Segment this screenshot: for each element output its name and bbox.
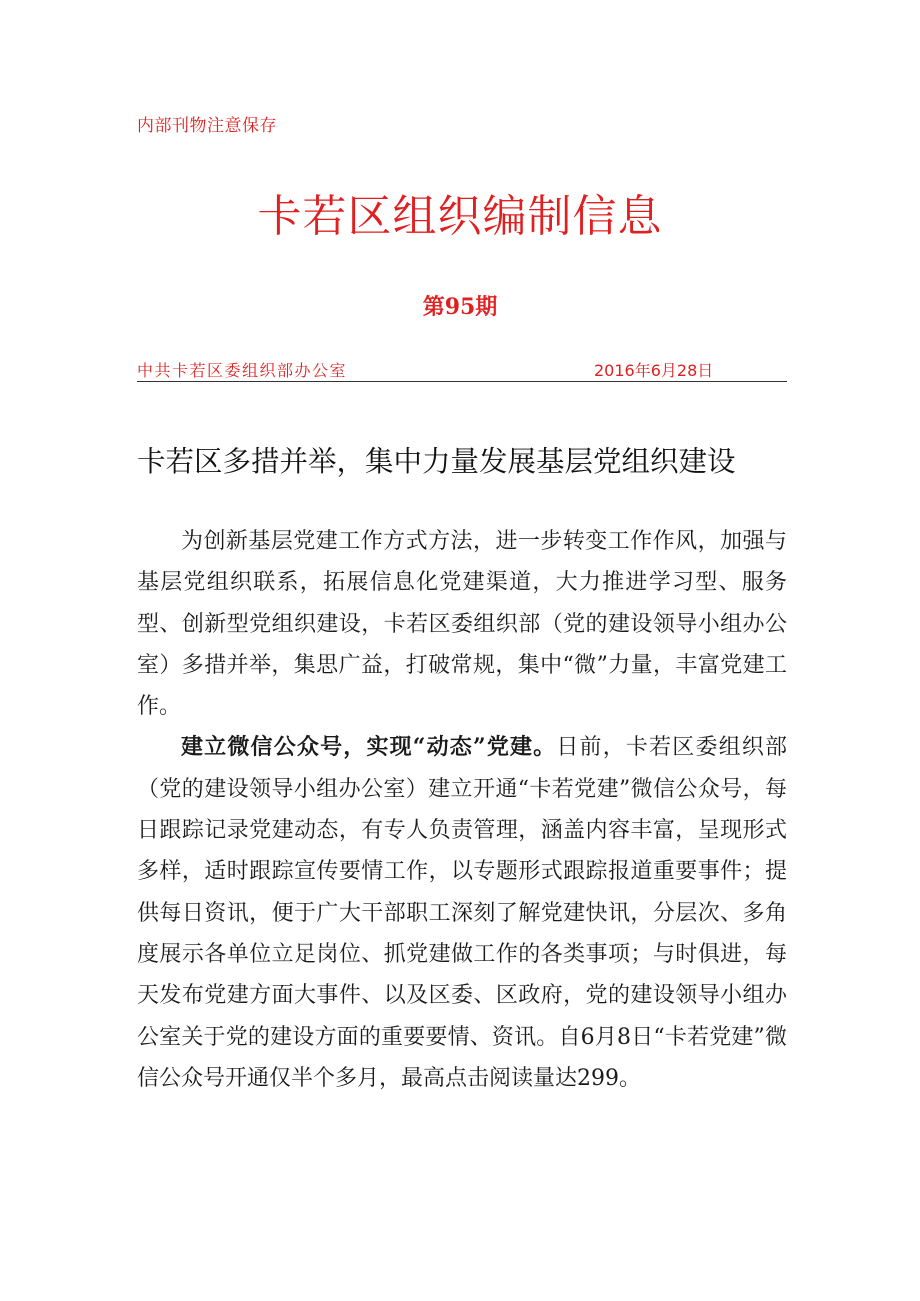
issuer: 中共卡若区委组织部办公室 (137, 361, 348, 380)
issue-date: 2016年6月28日 (594, 361, 714, 380)
article-title: 卡若区多措并举，集中力量发展基层党组织建设 (137, 445, 736, 478)
paragraph-2-text: 日前，卡若区委组织部（党的建设领导小组办公室）建立开通“卡若党建”微信公众号，每日跟踪记录党建动态，有专人负责管理，涵盖内容丰富，呈现形式多样，适时跟踪宣传要情工作，以专题形式跟踪报道重要事件；提供每日资讯，便于广大干部职工深刻了解党建快讯，分层次、多角度展示各单位立足岗位、抓党建做工作的各类事项；与时俱进，每天发布党建方面大事件、以及区委、区政府，党的建设领导小组办公室关于党的建设方面的重要要情、资讯。自6月8日“卡若党建”微信公众号开通仅半个多月，最高点击阅读量达299。 (137, 735, 787, 1091)
paragraph-1-text: 为创新基层党建工作方式方法，进一步转变工作作风，加强与基层党组织联系，拓展信息化党建渠道，大力推进学习型、服务型、创新型党组织建设，卡若区委组织部（党的建设领导小组办公室）多措并举，集思广益，打破常规，集中“微”力量，丰富党建工作。 (137, 529, 787, 720)
masthead-title: 卡若区组织编制信息 (257, 191, 663, 242)
internal-note: 内部刊物注意保存 (137, 116, 277, 136)
issue-number: 第95期 (422, 294, 498, 320)
paragraph-1 (137, 521, 787, 727)
article-body (137, 521, 787, 1099)
paragraph-2-lead: 建立微信公众号，实现“动态”党建。 (181, 734, 557, 761)
paragraph-2 (137, 727, 787, 1099)
header-divider (137, 381, 787, 382)
